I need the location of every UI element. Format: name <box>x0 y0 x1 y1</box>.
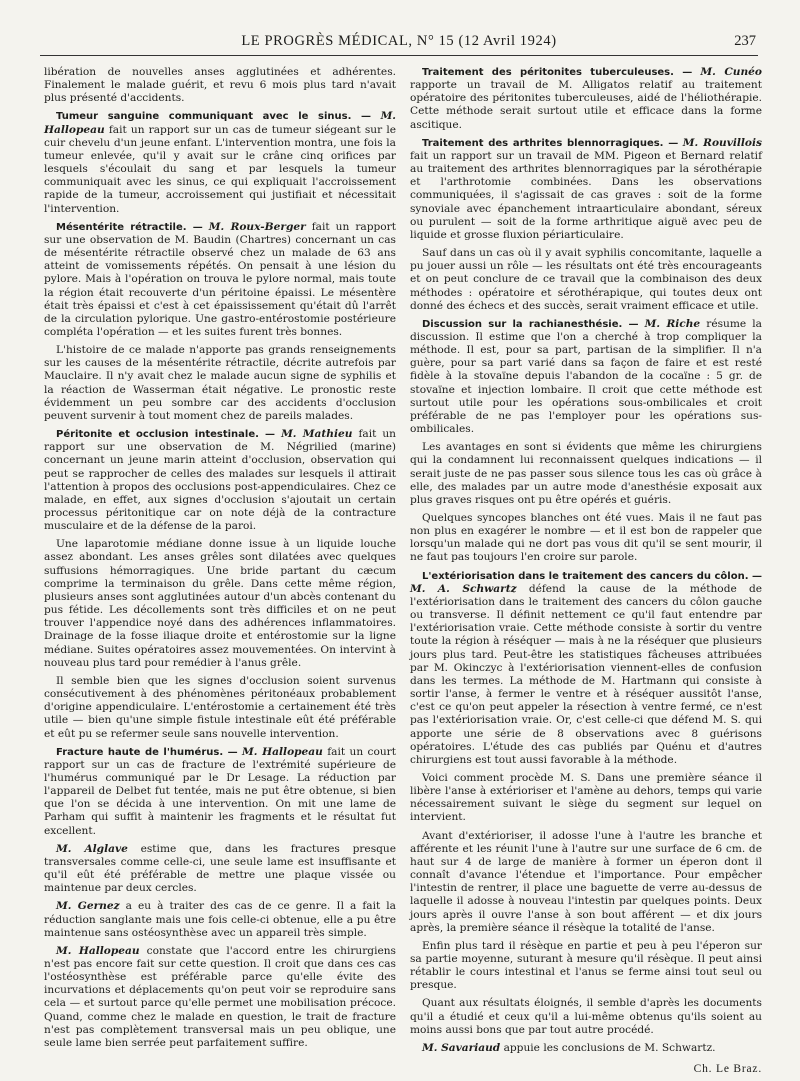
running-head <box>40 33 758 56</box>
section-rachianesthesie <box>410 318 762 436</box>
right-column <box>410 66 762 1081</box>
author-name: M. Savariaud <box>422 1041 501 1054</box>
section-peritonite <box>44 428 396 533</box>
author-name: M. Hallopeau <box>44 110 396 136</box>
paragraph: M. Savariaud appuie les conclusions de M. Schwartz. <box>422 1041 716 1054</box>
author-name: M. Riche <box>644 317 701 330</box>
paragraph: Quant aux résultats éloignés, il semble d'après les documents qu'il a étudié et ceux qu'il a lui-même obtenus qu'ils soient au moins aussi bons que par tout autre procédé. <box>410 997 762 1036</box>
paragraph: Avant d'extérioriser, il adosse l'une à l'autre les branche et afférente et les réunit l'une à l'autre sur une surface de 6 cm. de haut sur 4 de large de manière à former un éperon dont il connaît d'avance l'étendue et l'importance. Pour empêcher l'intestin de rentrer, il place une baguette de verre au-dessus de laquelle il adosse à nouveau l'intestin par quelques points. Deux jours après il ouvre l'anse à son bout afférent — et dix jours après, la première séance il résèque la totalité de l'anse. <box>410 829 762 934</box>
paragraph-continuation: libération de nouvelles anses agglutinées et adhérentes. Finalement le malade guérit, et revu 6 mois plus tard n'avait plus présenté d'accidents. <box>44 66 396 105</box>
section-heading: Discussion sur la rachianesthésie. — <box>422 318 639 330</box>
author-name: M. Gernez <box>56 900 120 913</box>
section-heading: Traitement des arthrites blennorragiques. — <box>422 137 679 149</box>
author-name: M. Hallopeau <box>56 944 140 957</box>
signature: Ch. Le Braz. <box>693 1063 762 1076</box>
paragraph: L'histoire de ce malade n'apporte pas grands renseignements sur les causes de la mésentérite rétractile, décrite autrefois par Mauclaire. Il n'y avait chez le malade aucun signe de syphilis et la réaction de Wasserman était négative. Le pronostic reste évidemment un peu sombre car des accidents d'occlusion peuvent survenir à tout moment chez de pareils malades. <box>44 344 396 422</box>
section-heading: Péritonite et occlusion intestinale. — <box>56 429 276 441</box>
paragraph: Enfin plus tard il résèque en partie et peu à peu l'éperon sur sa partie moyenne, suturant à mesure qu'il résèque. Il peut ainsi rétablir le cours intestinal et l'anus se ferme ainsi tout seul ou presque. <box>410 939 762 992</box>
author-name: M. A. Schwartz <box>410 582 517 595</box>
section-peritonites-tuberculeuses <box>410 66 762 132</box>
section-text: fait un rapport sur un cas de tumeur siégeant sur le cuir chevelu d'un jeune enfant. L'intervention montra, une fois la tumeur enlevée, qu'il y avait sur le crâne cinq orifices par lesquels s'écoulait du sang et par lesquels la tumeur communiquait avec les sinus, ce qui expliquait l'accroissement rapide de la tumeur, accroissement qui justifiait et nécessitait l'intervention. <box>44 123 396 215</box>
paragraph: M. Hallopeau constate que l'accord entre les chirurgiens n'est pas encore fait sur cette question. Il croit que dans ces cas l'ostéosynthèse est préférable parce qu'elle évite des incurvations et déplacements qu'on peut voir se reproduire sans cela — et surtout parce qu'elle permet une mobilisation précoce. Quand, comme chez le malade en question, le trait de fracture n'est pas complètement transversal mais un peu oblique, une seule lame bien serrée peut parfaitement suffire. <box>44 944 396 1049</box>
paragraph: Sauf dans un cas où il y avait syphilis concomitante, laquelle a pu jouer aussi un rôle — les résultats ont été très encourageants et on peut conclure de ce travail que la combinaison des deux méthodes : opératoire et sérothérapique, qui toutes deux ont donné des échecs et des succès, serait vraiment efficace et utile. <box>410 247 762 312</box>
paragraph: M. Gernez a eu à traiter des cas de ce genre. Il a fait la réduction sanglante mais une fois celle-ci obtenue, elle a pu être maintenue sans ostéosynthèse avec un appareil très simple. <box>44 900 396 939</box>
author-name: M. Mathieu <box>281 428 353 441</box>
author-name: M. Rouvillois <box>682 136 762 149</box>
paragraph: Une laparotomie médiane donne issue à un liquide louche assez abondant. Les anses grêles sont dilatées avec quelques suffusions hémorragiques. Une bride partant du cæcum comprime la terminaison du grêle. Dans cette même région, plusieurs anses sont agglutinées autour d'un abcès contenant du pus fétide. Les décollements sont très difficiles et on ne peut trouver l'appendice noyé dans des adhérences inflammatoires. Drainage de la fosse iliaque droite et entérostomie sur la ligne médiane. Suites opératoires assez mouvementées. On intervint à nouveau plus tard pour remédier à l'anus grêle. <box>44 538 396 669</box>
section-text: fait un court rapport sur un cas de fracture de l'extrémité supérieure de l'humérus communiqué par le Dr Lesage. La réduction par l'appareil de Delbet fut tentée, mais ne put être obtenue, si bien que l'on se décida à une intervention. On mit une lame de Parham qui suffit à maintenir les fragments et le résultat fut excellent. <box>44 745 396 837</box>
author-name: M. Hallopeau <box>242 745 323 758</box>
section-heading: Fracture haute de l'humérus. — <box>56 746 238 758</box>
journal-title: LE PROGRÈS MÉDICAL, N° 15 (12 Avril 1924) <box>241 33 557 49</box>
author-name: M. Cunéo <box>700 66 762 78</box>
author-name: M. Roux-Berger <box>208 220 306 233</box>
section-text: fait un rapport sur une observation de M. Négrilied (marine) concernant un jeune marin atteint d'occlusion, observation qui peut se rapprocher de celles des malades sur lesquels il attirait l'attention à propos des occlusions post-appendiculaires. Chez ce malade, en effet, aux signes d'occlusion s'ajoutait un certain processus péritonitique car on note déjà de la contracture musculaire et de la défense de la paroi. <box>44 428 397 533</box>
section-text: défend la cause de la méthode de l'extériorisation dans le traitement des cancers du côlon gauche ou transverse. Il définit nettement ce qu'il faut entendre par l'extériorisation vraie. Cette méthode consiste à sortir du ventre toute la région à réséquer — mais à ne la réséquer que plusieurs jours plus tard. Peut-être les statistiques fâcheuses attribuées par M. Okinczyc à l'extériorisation viennent-elles de confusion dans les termes. La méthode de M. Hartmann qui consiste à sortir l'anse, à fermer le ventre et à réséquer aussitôt l'anse, c'est ce qu'on peut appeler la résection à ventre fermé, ce n'est pas l'extériorisation vraie. Or, c'est celle-ci que défend M. S. qui apporte une série de 8 observations avec 8 guérisons opératoires. L'étude des cas publiés par Quénu et d'autres chirurgiens est tout aussi favorable à la méthode. <box>410 582 762 766</box>
section-heading: Tumeur sanguine communiquant avec le sinus. — <box>56 111 372 123</box>
section-text: fait un rapport sur une observation de M. Baudin (Chartres) concernant un cas de mésentérite rétractile observé chez un malade de 63 ans atteint de vomissements répétés. On pensait à une lésion du pylore. Mais à l'opération on trouva le pylore normal, mais toute la région était recouverte d'un péritoine épaissi. Le mésentère était très épaissi et c'est à cet épaississement qu'était dû l'arrêt de la circulation pylorique. Une gastro-entérostomie postérieure compléta l'opération — et les suites furent très bonnes. <box>44 220 396 338</box>
section-text: résume la discussion. Il estime que l'on a cherché à trop compliquer la méthode. Il est, pour sa part, partisan de la simplifier. Il n'a guère, pour sa part varié dans sa façon de faire et est resté fidèle à la stovaïne depuis l'abandon de la cocaïne : 5 gr. de stovaïne et injection lombaire. Il croit que cette méthode est surtout utile pour les opérations sous-ombilicales et croit préférable de ne pas l'employer pour les opérations sus-ombilicales. <box>410 317 762 436</box>
section-text: rapporte un travail de M. Alligatos relatif au traitement opératoire des péritonites tuberculeuses, aidé de l'héliothérapie. Cette méthode serait surtout utile et efficace dans la forme ascitique. <box>410 79 762 131</box>
section-exteriorisation <box>410 570 762 767</box>
paragraph: Les avantages en sont si évidents que même les chirurgiens qui la condamnent lui reconnaissent quelques indications — il serait juste de ne pas passer sous silence tous les cas où grâce à elle, des malades par un autre mode d'anesthésie exposait aux plus graves risques ont pu être opérés et guéris. <box>410 441 762 506</box>
section-text: fait un rapport sur un travail de MM. Pigeon et Bernard relatif au traitement des arthrites blennorragiques par la sérothérapie et l'arthrotomie combinées. Dans les observations communiquées, il s'agissait de cas graves : soit de la forme synoviale avec épanchement intraarticulaire abondant, séreux ou purulent — soit de la forme arthritique aiguë avec peu de liquide et grosse fluxion périarticulaire. <box>410 149 762 241</box>
paragraph: Voici comment procède M. S. Dans une première séance il libère l'anse à extérioriser et l'amène au dehors, temps qui varie nécessairement suivant le siège du segment sur lequel on intervient. <box>410 771 762 824</box>
author-name: M. Alglave <box>56 842 128 855</box>
section-tumeur-sanguine <box>44 110 396 215</box>
section-heading: L'extériorisation dans le traitement des cancers du côlon. — <box>422 570 762 582</box>
section-heading: Mésentérite rétractile. — <box>56 221 203 233</box>
page-number: 237 <box>734 33 756 49</box>
paragraph: Quelques syncopes blanches ont été vues. Mais il ne faut pas non plus en exagérer le nombre — et il est bon de rappeler que lorsqu'un malade qui ne dort pas vous dit qu'il se sent mourir, il ne faut pas toujours l'en croire sur parole. <box>410 512 762 564</box>
section-fracture-humerus <box>44 746 396 838</box>
section-heading: Traitement des péritonites tuberculeuses. — <box>422 67 693 78</box>
paragraph: M. Alglave estime que, dans les fractures presque transversales comme celle-ci, une seule lame est insuffisante et qu'il eût été préférable de mettre une plaque vissée ou maintenue par deux cercles. <box>44 842 396 895</box>
section-mesenterite <box>44 221 396 339</box>
section-arthrites <box>410 137 762 242</box>
paragraph: Il semble bien que les signes d'occlusion soient survenus consécutivement à des phénomènes péritonéaux probablement d'origine appendiculaire. L'entérostomie a certainement été très utile — bien qu'une simple fistule intestinale eût été préférable et eût pu se refermer seule sans nouvelle intervention. <box>44 674 396 740</box>
left-column <box>44 66 396 1055</box>
